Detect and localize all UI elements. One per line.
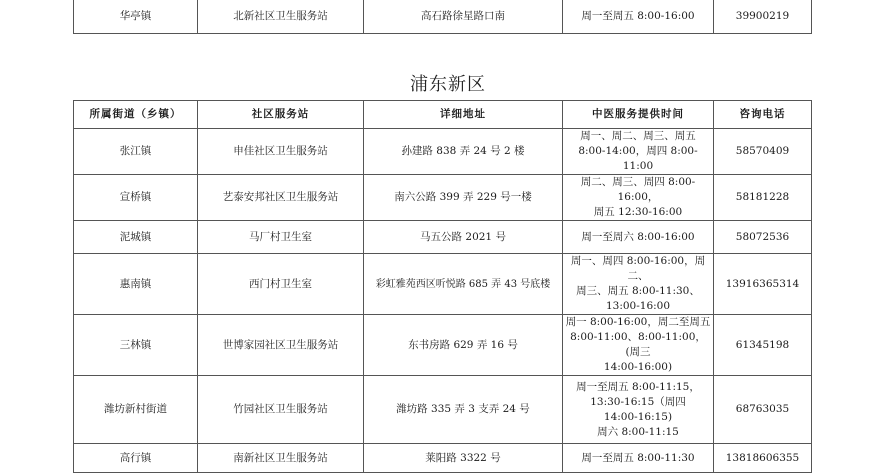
hours-line: 周三、周五 8:00-11:30、 xyxy=(576,285,700,297)
hours-line: 8:00-11:00、8:00-11:00，(周三 xyxy=(570,331,706,358)
phone-cell: 39900219 xyxy=(714,0,812,34)
phone-cell: 13818606355 xyxy=(714,444,812,473)
header-town: 所属街道（乡镇） xyxy=(74,101,198,129)
address-cell: 东书房路 629 弄 16 号 xyxy=(364,315,563,376)
hours-line: 14:00-16:15) xyxy=(603,410,673,423)
hours-cell xyxy=(563,444,714,473)
station-cell: 西门村卫生室 xyxy=(198,254,364,315)
table-row xyxy=(74,315,812,376)
header-row xyxy=(74,101,812,129)
section-title: 浦东新区 xyxy=(410,74,486,95)
phone-cell: 61345198 xyxy=(714,315,812,376)
pudong-table xyxy=(73,100,812,473)
table-row xyxy=(74,0,812,34)
table-row xyxy=(74,221,812,254)
phone-cell: 58072536 xyxy=(714,221,812,254)
station-cell: 艺泰安邦社区卫生服务站 xyxy=(198,175,364,221)
town-cell: 三林镇 xyxy=(74,315,198,376)
phone-cell: 68763035 xyxy=(714,376,812,444)
hours-line: 周六 8:00-11:15 xyxy=(597,425,679,438)
address-cell: 高石路徐星路口南 xyxy=(364,0,563,34)
station-cell: 北新社区卫生服务站 xyxy=(198,0,364,34)
station-cell: 马厂村卫生室 xyxy=(198,221,364,254)
hours-line: 周一至周五 8:00-11:30 xyxy=(581,451,695,464)
address-cell: 潍坊路 335 弄 3 支弄 24 号 xyxy=(364,376,563,444)
hours-cell xyxy=(563,315,714,376)
hours-line: 周一 8:00-16:00，周二至周五 xyxy=(565,316,711,328)
town-cell: 惠南镇 xyxy=(74,254,198,315)
header-station: 社区服务站 xyxy=(198,101,364,129)
table-row xyxy=(74,129,812,175)
hours-line: 13:30-16:15（周四 xyxy=(590,395,686,408)
hours-line: 14:00-16:00) xyxy=(603,361,673,373)
hours-cell: 周一至周五 8:00-16:00 xyxy=(563,0,714,34)
table-row xyxy=(74,376,812,444)
hours-line: 8:00-14:00，周四 8:00-11:00 xyxy=(578,145,698,172)
town-cell: 华亭镇 xyxy=(74,0,198,34)
town-cell: 宣桥镇 xyxy=(74,175,198,221)
address-cell: 马五公路 2021 号 xyxy=(364,221,563,254)
previous-section-table xyxy=(73,0,812,34)
header-hours: 中医服务提供时间 xyxy=(563,101,714,129)
phone-cell: 58181228 xyxy=(714,175,812,221)
station-cell: 南新社区卫生服务站 xyxy=(198,444,364,473)
table-row xyxy=(74,444,812,473)
hours-cell xyxy=(563,175,714,221)
phone-cell: 58570409 xyxy=(714,129,812,175)
hours-cell xyxy=(563,129,714,175)
hours-line: 13:00-16:00 xyxy=(605,300,671,312)
address-cell: 南六公路 399 弄 229 号一楼 xyxy=(364,175,563,221)
address-cell: 莱阳路 3322 号 xyxy=(364,444,563,473)
hours-cell xyxy=(563,376,714,444)
address-cell: 彩虹雅苑西区听悦路 685 弄 43 号底楼 xyxy=(364,254,563,315)
hours-cell xyxy=(563,221,714,254)
header-phone: 咨询电话 xyxy=(714,101,812,129)
address-cell: 孙建路 838 弄 24 号 2 楼 xyxy=(364,129,563,175)
town-cell: 高行镇 xyxy=(74,444,198,473)
phone-cell: 13916365314 xyxy=(714,254,812,315)
hours-line: 周一至周六 8:00-16:00 xyxy=(581,230,695,243)
hours-cell xyxy=(563,254,714,315)
hours-line: 周一、周二、周三、周五 xyxy=(580,130,696,142)
town-cell: 泥城镇 xyxy=(74,221,198,254)
table-row xyxy=(74,175,812,221)
hours-line: 周二、周三、周四 8:00-16:00， xyxy=(580,176,696,203)
town-cell: 潍坊新村街道 xyxy=(74,376,198,444)
station-cell: 世博家园社区卫生服务站 xyxy=(198,315,364,376)
town-cell: 张江镇 xyxy=(74,129,198,175)
station-cell: 申佳社区卫生服务站 xyxy=(198,129,364,175)
station-cell: 竹园社区卫生服务站 xyxy=(198,376,364,444)
hours-line: 周一至周五 8:00-11:15， xyxy=(576,380,700,393)
header-address: 详细地址 xyxy=(364,101,563,129)
table-row xyxy=(74,254,812,315)
hours-line: 周一、周四 8:00-16:00，周二、 xyxy=(570,255,706,282)
hours-line: 周五 12:30-16:00 xyxy=(593,206,683,218)
